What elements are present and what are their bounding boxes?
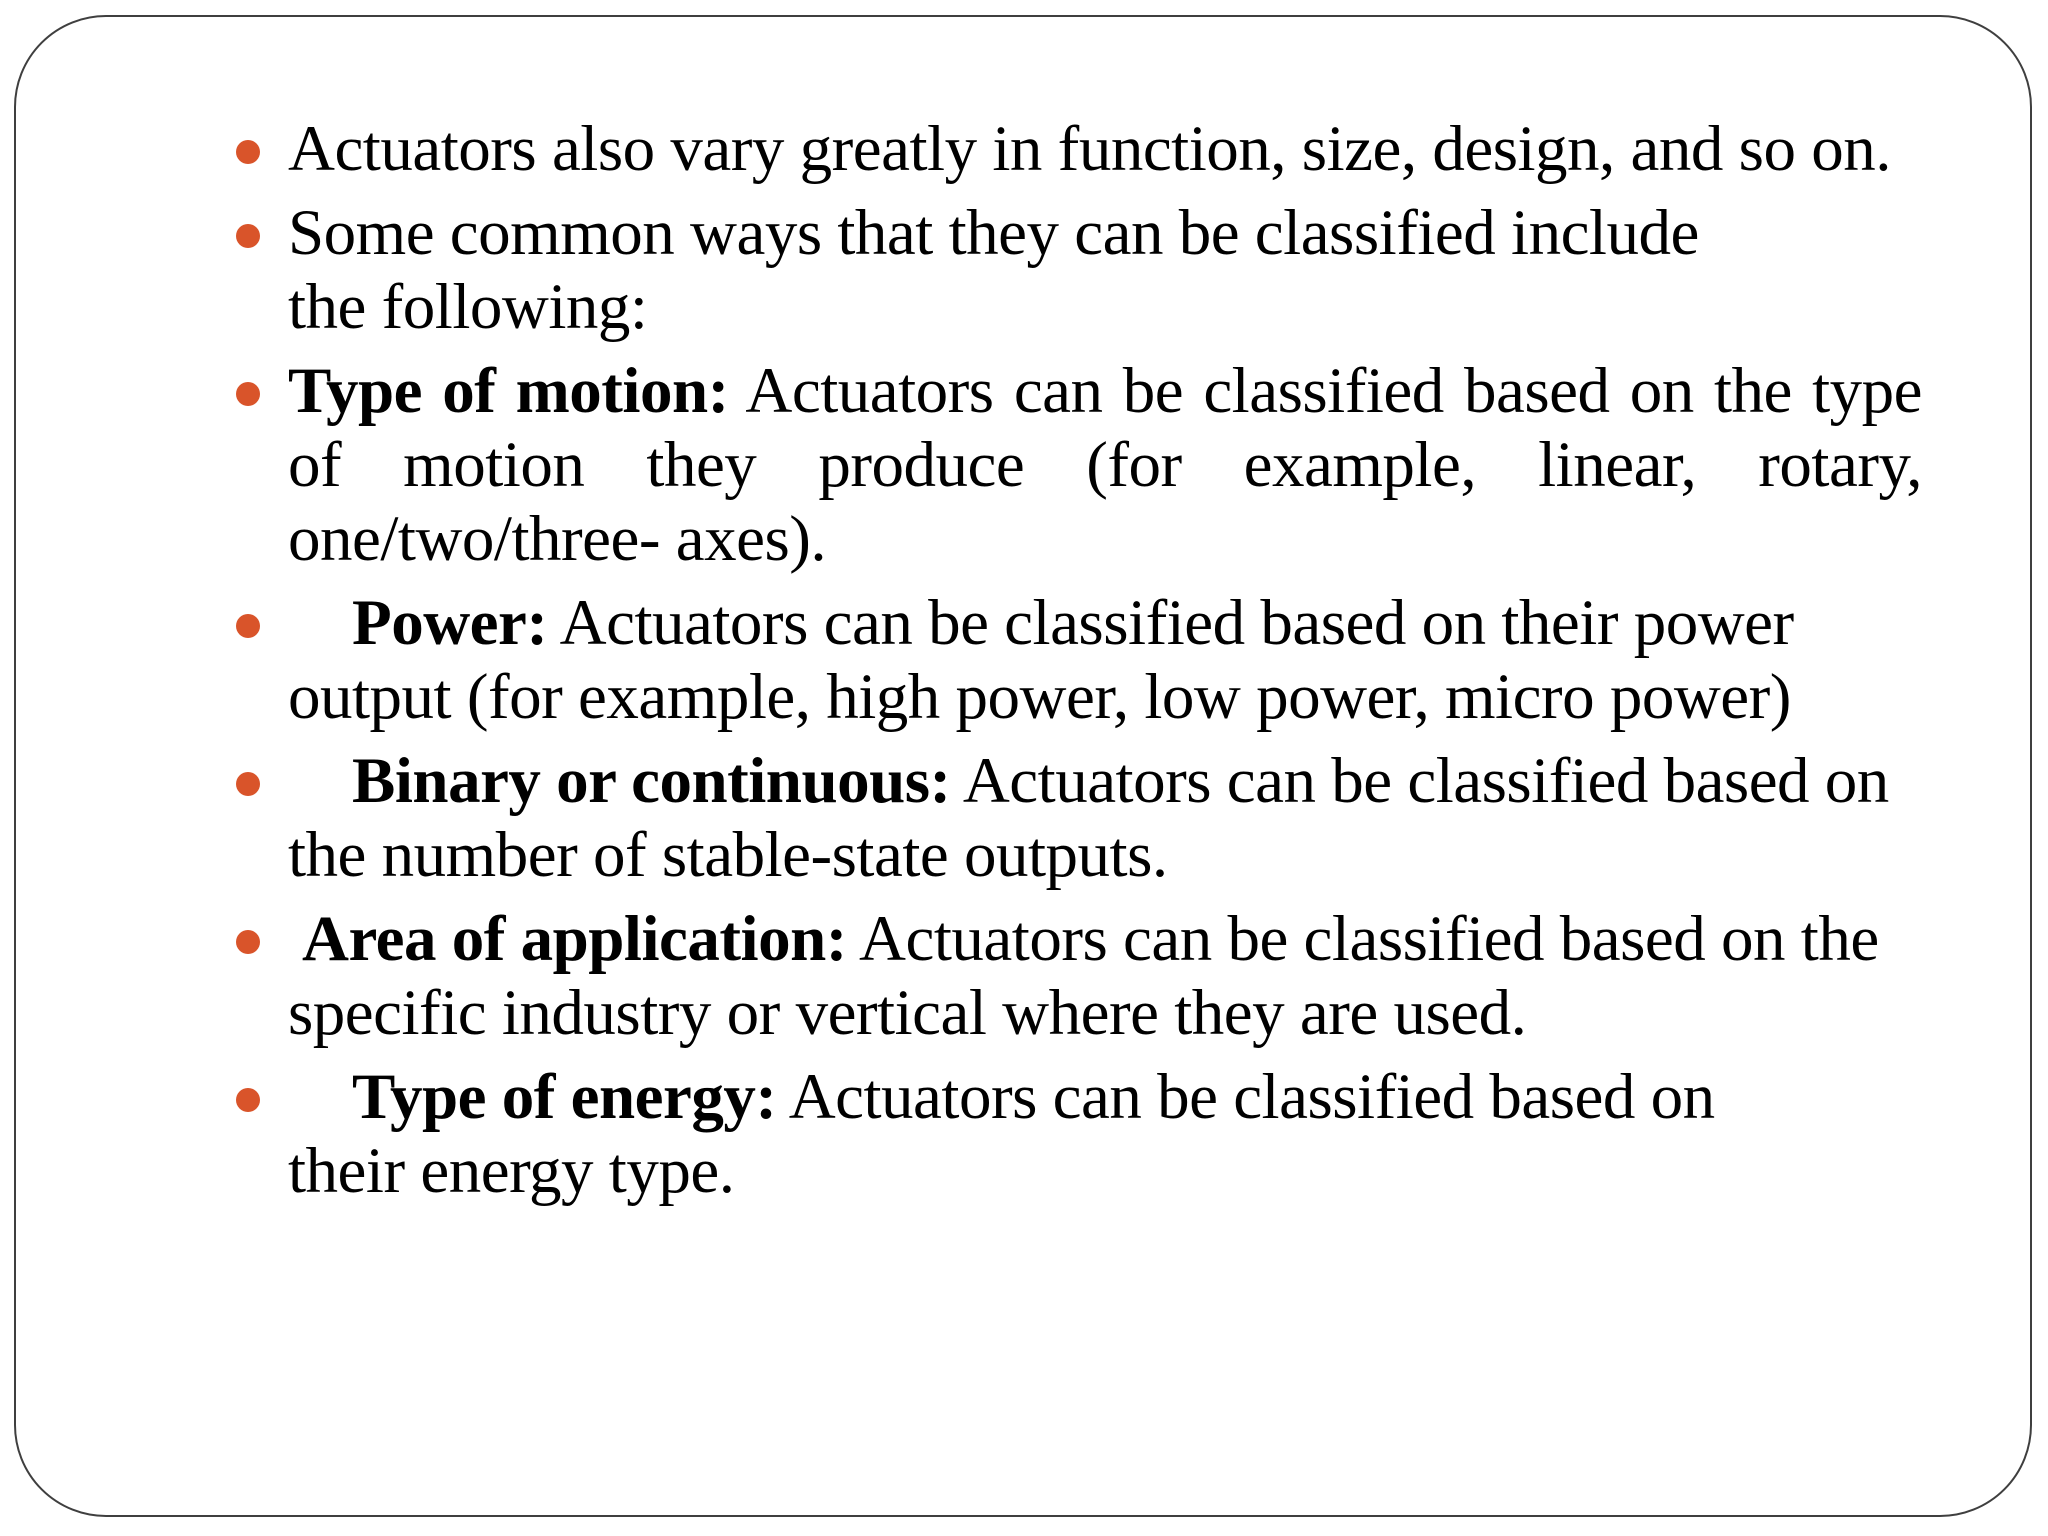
bullet-text: Actuators can be classified based on the specific industry or vertical where they are used.	[288, 903, 1879, 1049]
bullet-item	[232, 744, 1922, 892]
bullet-dot-icon	[236, 614, 260, 638]
bullet-term: Area of application:	[302, 903, 847, 975]
bullet-dot-icon	[236, 140, 260, 164]
bullet-dot-icon	[236, 772, 260, 796]
bullet-term: Type of motion:	[288, 355, 729, 427]
bullet-item	[232, 586, 1848, 734]
bullet-item	[232, 112, 1922, 186]
bullet-dot-icon	[236, 224, 260, 248]
bullet-item	[232, 354, 1922, 576]
bullet-text: Actuators can be classified based on the number of stable-state outputs.	[288, 745, 1889, 891]
bullet-text: Actuators can be classified based on their power output (for example, high power, low power, micro power)	[288, 587, 1794, 733]
bullet-text: Actuators can be classified based on the type of motion they produce (for example, linear, rotary, one/two/three- axes).	[288, 355, 1922, 575]
bullet-item	[232, 1060, 1808, 1208]
bullet-list	[232, 112, 1922, 1218]
bullet-item	[232, 196, 1778, 344]
bullet-dot-icon	[236, 1088, 260, 1112]
bullet-term: Type of energy:	[352, 1061, 777, 1133]
bullet-text: Actuators can be classified based on their energy type.	[288, 1061, 1715, 1207]
bullet-text: Actuators also vary greatly in function, size, design, and so on.	[288, 113, 1891, 185]
bullet-term: Binary or continuous:	[352, 745, 951, 817]
bullet-term: Power:	[352, 587, 548, 659]
bullet-dot-icon	[236, 382, 260, 406]
bullet-dot-icon	[236, 930, 260, 954]
bullet-text: Some common ways that they can be classified include the following:	[288, 197, 1699, 343]
bullet-item	[232, 902, 1922, 1050]
